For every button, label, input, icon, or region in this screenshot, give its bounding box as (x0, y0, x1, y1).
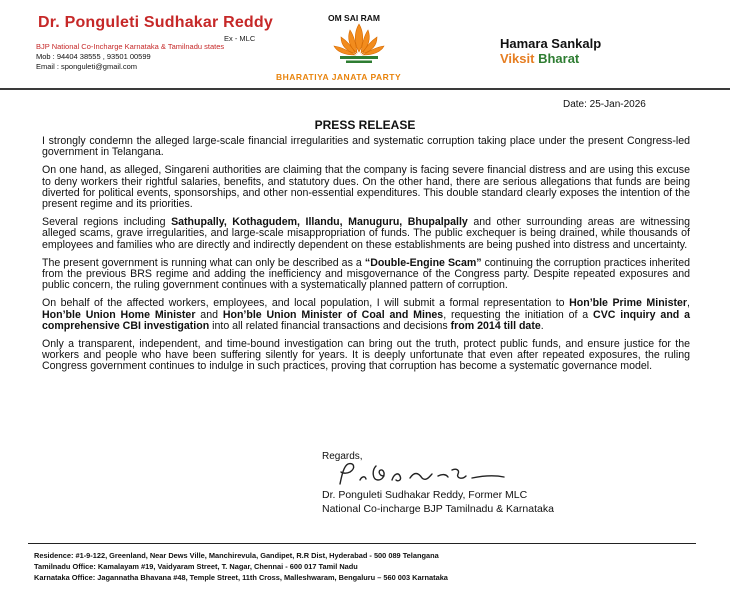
p5-text-e: . (540, 319, 544, 332)
signature-image (332, 460, 512, 488)
p5-home-minister: Hon’ble Union Home Minister (42, 308, 196, 321)
slogan-line-1: Hamara Sankalp (500, 36, 602, 51)
p3-regions: Sathupally, Kothagudem, Illandu, Manuguru, Bhupalpally (171, 216, 468, 229)
paragraph-5 (42, 298, 690, 332)
om-sai-ram-text: OM SAI RAM (328, 13, 380, 23)
footer-tamilnadu-office: Tamilnadu Office: Kamalayam #19, Vaidyaram Street, T. Nagar, Chennai - 600 017 Tamil Nadu (34, 562, 358, 571)
letterhead-mobile: Mob : 94404 38555 , 93501 00599 (36, 52, 151, 61)
p3-text-b: and other surrounding areas are witnessing alleged scams, grave irregularities, and large-scale misappropriation of funds. The public exchequer is being drained, while thousands of employees and families who are directly and indirectly dependent on these establishments are being pushed into distress and uncertainty. (42, 216, 691, 251)
slogan-line-2 (500, 51, 579, 66)
letterhead-email: Email : sponguleti@gmail.com (36, 62, 137, 71)
paragraph-4 (42, 258, 690, 292)
p5-sep-2: and (195, 308, 223, 321)
p4-text-a: The present government is running what can only be described as a (42, 256, 365, 269)
p5-sep-1: , (687, 297, 690, 310)
regards-text: Regards, (322, 451, 363, 462)
paragraph-6: Only a transparent, independent, and time-bound investigation can bring out the truth, protect public funds, and ensure justice for the workers and people who have been suffering silently for years. It is deeply unfortunate that even after repeated exposures, the ruling Congress government continues to indulge in such practices, proving that corruption has become a systematic governance model. (42, 338, 690, 373)
p5-text-a: On behalf of the affected workers, employees, and local population, I will submit a formal representation to (42, 297, 570, 310)
slogan-bharat: Bharat (538, 51, 580, 66)
p5-prime-minister: Hon’ble Prime Minister (569, 297, 688, 310)
p4-double-engine-scam: “Double-Engine Scam” (364, 256, 482, 269)
document-title: PRESS RELEASE (314, 118, 416, 132)
letterhead-role: BJP National Co-Incharge Karnataka & Tamilnadu states (36, 42, 225, 51)
paragraph-1: I strongly condemn the alleged large-scale financial irregularities and systematic corruption taking place under the present Congress-led government in Telangana. (42, 135, 690, 159)
signatory-role: National Co-incharge BJP Tamilnadu & Karnataka (322, 503, 554, 515)
paragraph-3 (42, 217, 690, 251)
release-date: Date: 25-Jan-2026 (563, 99, 646, 110)
bjp-lotus-logo-icon (330, 22, 388, 66)
paragraph-2: On one hand, as alleged, Singareni authorities are claiming that the company is facing severe financial distress and are using this excuse to deny workers their rightful salaries, benefits, and statutory dues. On the other hand, there are serious allegations that funds are being diverted for political events, sponsorships, and other non-essential expenditures. This double standard clearly exposes the intention of the present regime and its priorities. (42, 164, 690, 211)
signatory-name: Dr. Ponguleti Sudhakar Reddy, Former MLC (322, 489, 528, 501)
press-release-body (42, 136, 690, 380)
slogan-viksit: Viksit (500, 51, 535, 66)
footer-residence: Residence: #1-9-122, Greenland, Near Dews Ville, Manchirevula, Gandipet, R.R Dist, Hyderabad - 500 089 Telangana (34, 551, 439, 560)
p5-coal-minister: Hon’ble Union Minister of Coal and Mines (222, 308, 444, 321)
p5-text-c: , requesting the initiation of a (443, 308, 594, 321)
p5-investigation: CVC inquiry and a comprehensive CBI investigation (42, 308, 691, 332)
footer-karnataka-office: Karnataka Office: Jagannatha Bhavana #48, Temple Street, 11th Cross, Malleshwaram, Bengaluru – 560 003 Karnataka (34, 573, 448, 582)
p4-text-b: continuing the corruption practices inherited from the previous BRS regime and adding the inefficiency and misgovernance of the Congress party. Despite repeated exposures and public concern, the ruling government continues with a systematically planned pattern of corruption. (42, 256, 690, 292)
party-name: BHARATIYA JANATA PARTY (276, 72, 402, 82)
letterhead-ex-mlc: Ex - MLC (224, 34, 256, 43)
footer-divider (28, 543, 696, 544)
p5-text-d: into all related financial transactions and decisions (209, 319, 451, 332)
p5-date-range: from 2014 till date (450, 319, 541, 332)
letterhead-name: Dr. Ponguleti Sudhakar Reddy (38, 14, 273, 31)
header-divider (0, 88, 730, 90)
p3-text-a: Several regions including (42, 216, 172, 229)
